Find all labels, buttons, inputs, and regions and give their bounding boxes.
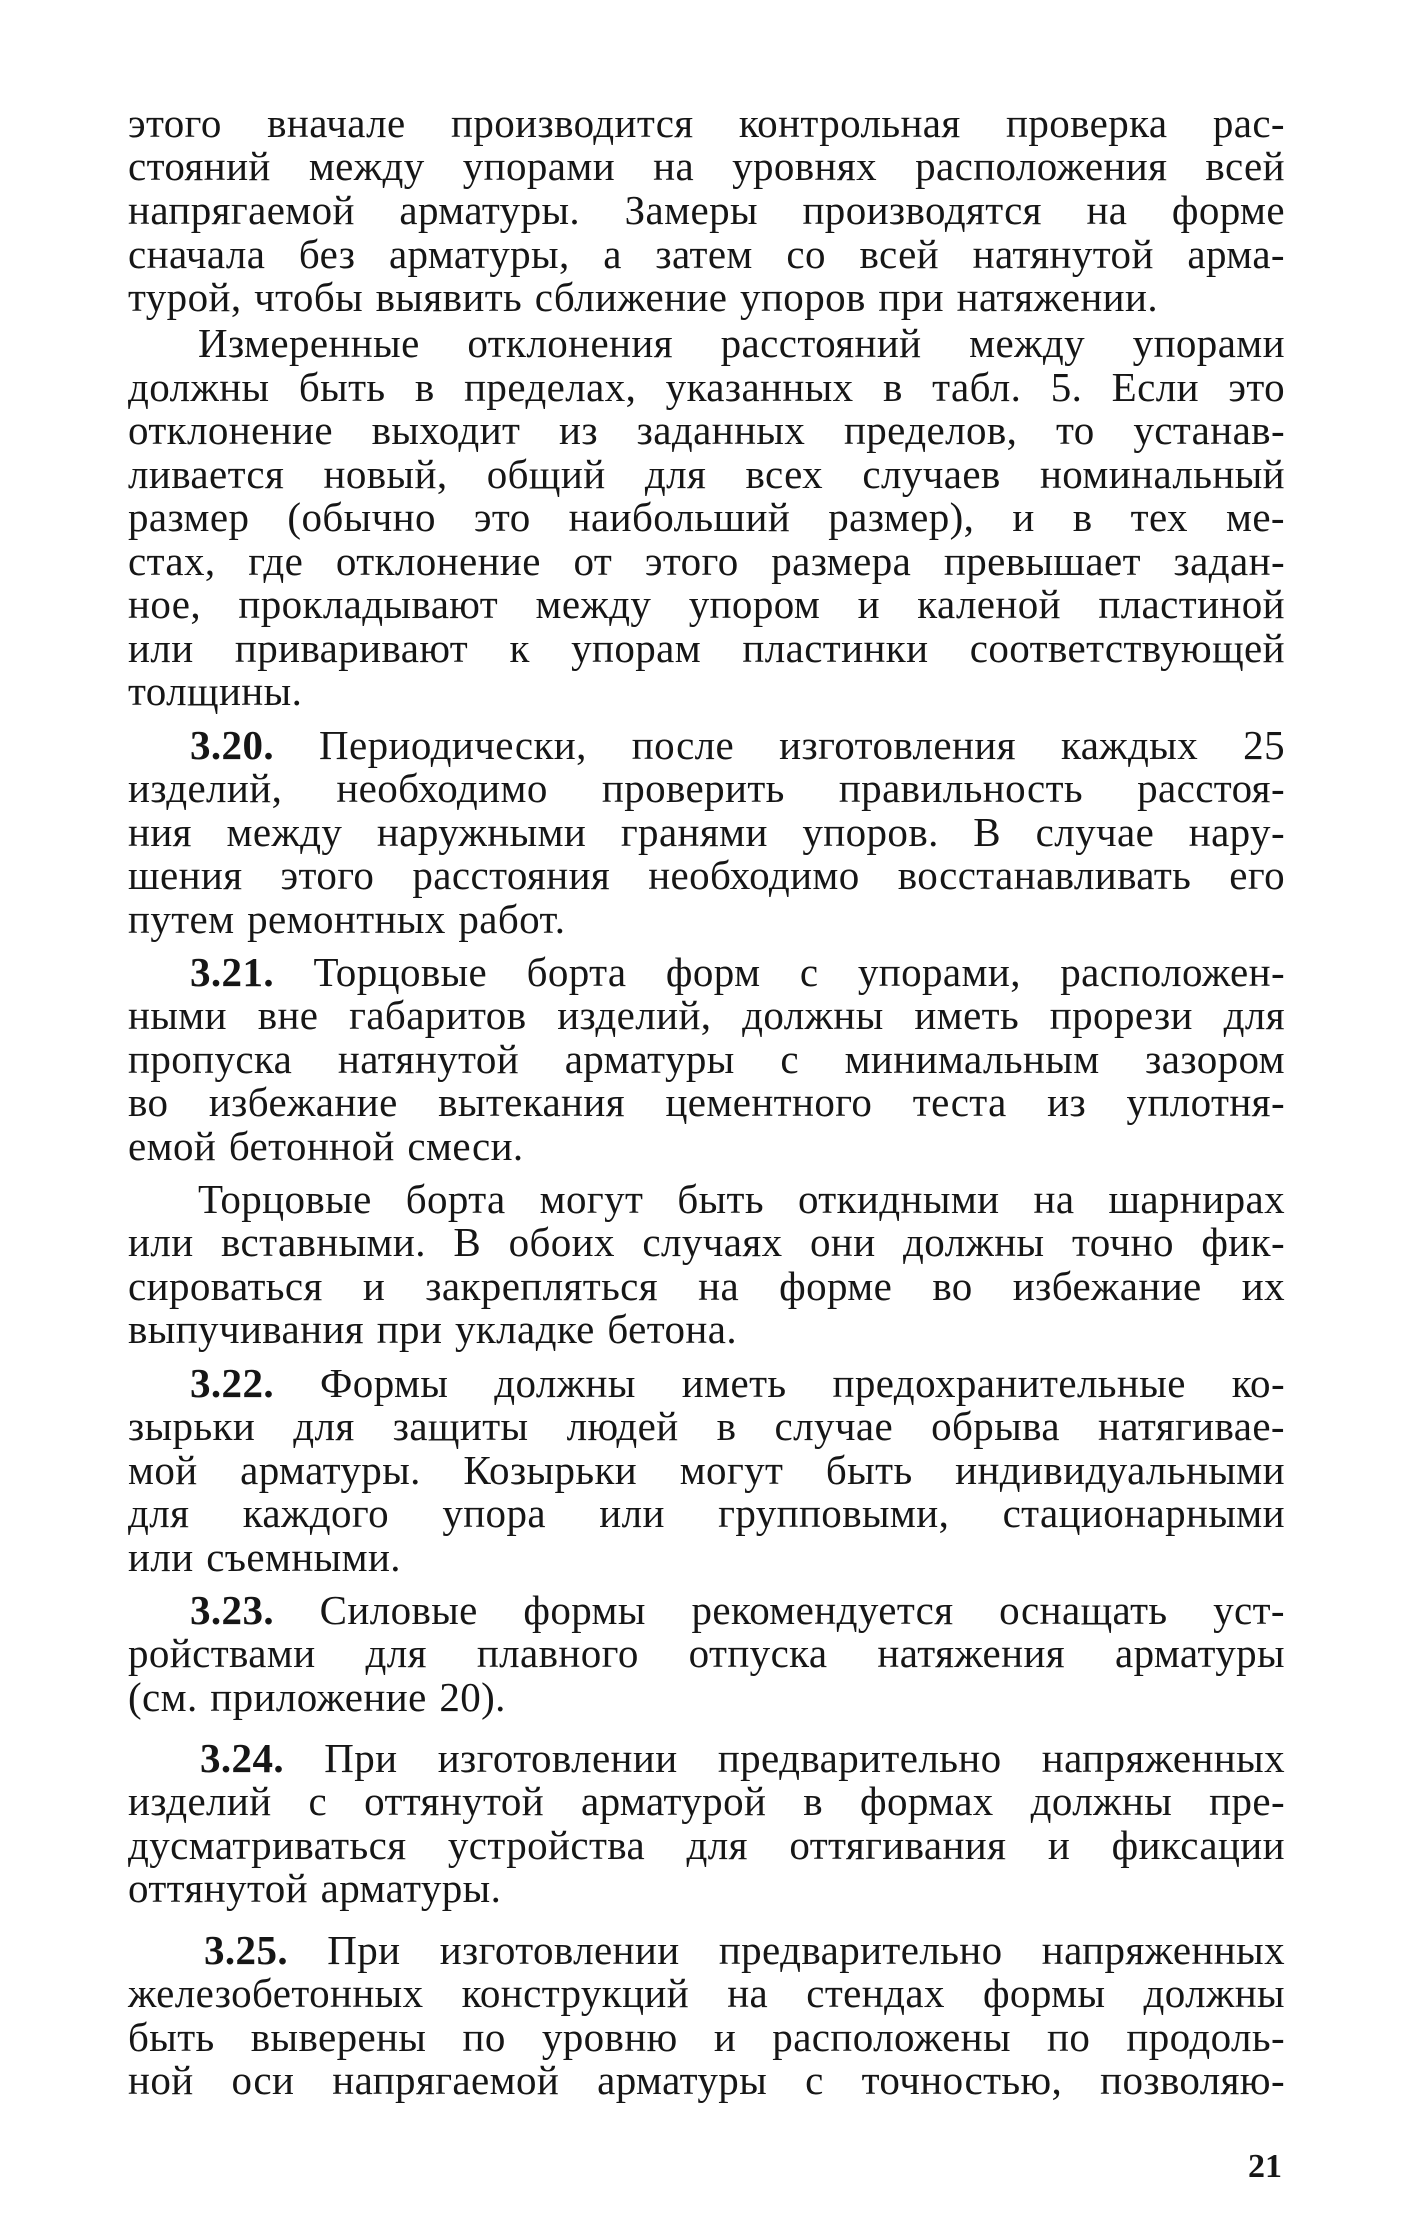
text-line: При изготовлении предварительно напряженных [324, 1735, 1285, 1781]
text-line: путем ремонтных работ. [128, 896, 566, 942]
clause-number: 3.21. [190, 949, 274, 995]
text-line: ния между наружными гранями упоров. В случае нару- [128, 809, 1285, 855]
paragraph-first-line [190, 1587, 1285, 1633]
text-line: зырьки для защиты людей в случае обрыва натягивае- [128, 1403, 1285, 1449]
text-line: или съемными. [128, 1534, 401, 1580]
clause-number: 3.25. [204, 1927, 288, 1973]
text-line: ливается новый, общий для всех случаев номинальный [128, 451, 1285, 497]
text-line: для каждого упора или групповыми, стационарными [128, 1490, 1285, 1536]
text-line: должны быть в пределах, указанных в табл. 5. Если это [128, 364, 1285, 410]
text-line: этого вначале производится контрольная проверка рас- [128, 100, 1285, 146]
text-line: мой арматуры. Козырьки могут быть индивидуальными [128, 1447, 1285, 1493]
text-line: быть выверены по уровню и расположены по продоль- [128, 2014, 1285, 2060]
text-line: ными вне габаритов изделий, должны иметь прорези для [128, 992, 1285, 1038]
text-line: стах, где отклонение от этого размера превышает задан- [128, 538, 1285, 584]
paragraph-first-line [190, 722, 1285, 768]
text-line: выпучивания при укладке бетона. [128, 1306, 738, 1352]
text-line: турой, чтобы выявить сближение упоров при натяжении. [128, 274, 1159, 320]
paragraph-first-line [204, 1927, 1285, 1973]
text-line: или приваривают к упорам пластинки соответствующей [128, 625, 1285, 671]
text-line: При изготовлении предварительно напряженных [327, 1927, 1285, 1973]
text-line: пропуска натянутой арматуры с минимальным зазором [128, 1036, 1285, 1082]
text-line: емой бетонной смеси. [128, 1123, 524, 1169]
paragraph-first-line [190, 949, 1285, 995]
text-line: оттянутой арматуры. [128, 1865, 502, 1911]
text-line: изделий, необходимо проверить правильность расстоя- [128, 765, 1285, 811]
clause-number: 3.22. [190, 1360, 274, 1406]
text-line: стояний между упорами на уровнях расположения всей [128, 143, 1285, 189]
clause-number: 3.23. [190, 1587, 274, 1633]
text-line: Измеренные отклонения расстояний между упорами [198, 320, 1285, 366]
text-line: Силовые формы рекомендуется оснащать уст- [319, 1587, 1285, 1633]
text-line: во избежание вытекания цементного теста из уплотня- [128, 1079, 1285, 1125]
text-line: ной оси напрягаемой арматуры с точностью, позволяю- [128, 2057, 1285, 2103]
text-line: Формы должны иметь предохранительные ко- [320, 1360, 1285, 1406]
text-line: напрягаемой арматуры. Замеры производятся на форме [128, 187, 1285, 233]
text-line: или вставными. В обоих случаях они должны точно фик- [128, 1219, 1285, 1265]
text-line: дусматриваться устройства для оттягивания и фиксации [128, 1822, 1285, 1868]
text-line: толщины. [128, 668, 303, 714]
text-line: ройствами для плавного отпуска натяжения арматуры [128, 1630, 1285, 1676]
paragraph-first-line [190, 1360, 1285, 1406]
text-line: Периодически, после изготовления каждых 25 [319, 722, 1285, 768]
text-line: размер (обычно это наибольший размер), и в тех ме- [128, 494, 1285, 540]
clause-number: 3.20. [190, 722, 274, 768]
text-line: отклонение выходит из заданных пределов, то устанав- [128, 407, 1285, 453]
text-line: сироваться и закрепляться на форме во избежание их [128, 1263, 1285, 1309]
text-line: Торцовые борта форм с упорами, расположен- [313, 949, 1286, 995]
text-line: (см. приложение 20). [128, 1674, 506, 1720]
text-line: железобетонных конструкций на стендах формы должны [128, 1970, 1285, 2016]
clause-number: 3.24. [200, 1735, 284, 1781]
text-line: изделий с оттянутой арматурой в формах должны пре- [128, 1778, 1285, 1824]
text-line: шения этого расстояния необходимо восстанавливать его [128, 852, 1285, 898]
page-number: 21 [1248, 2148, 1282, 2185]
text-line: Торцовые борта могут быть откидными на шарнирах [198, 1176, 1285, 1222]
text-line: сначала без арматуры, а затем со всей натянутой арма- [128, 231, 1285, 277]
text-line: ное, прокладывают между упором и каленой пластиной [128, 581, 1285, 627]
paragraph-first-line [200, 1735, 1285, 1781]
